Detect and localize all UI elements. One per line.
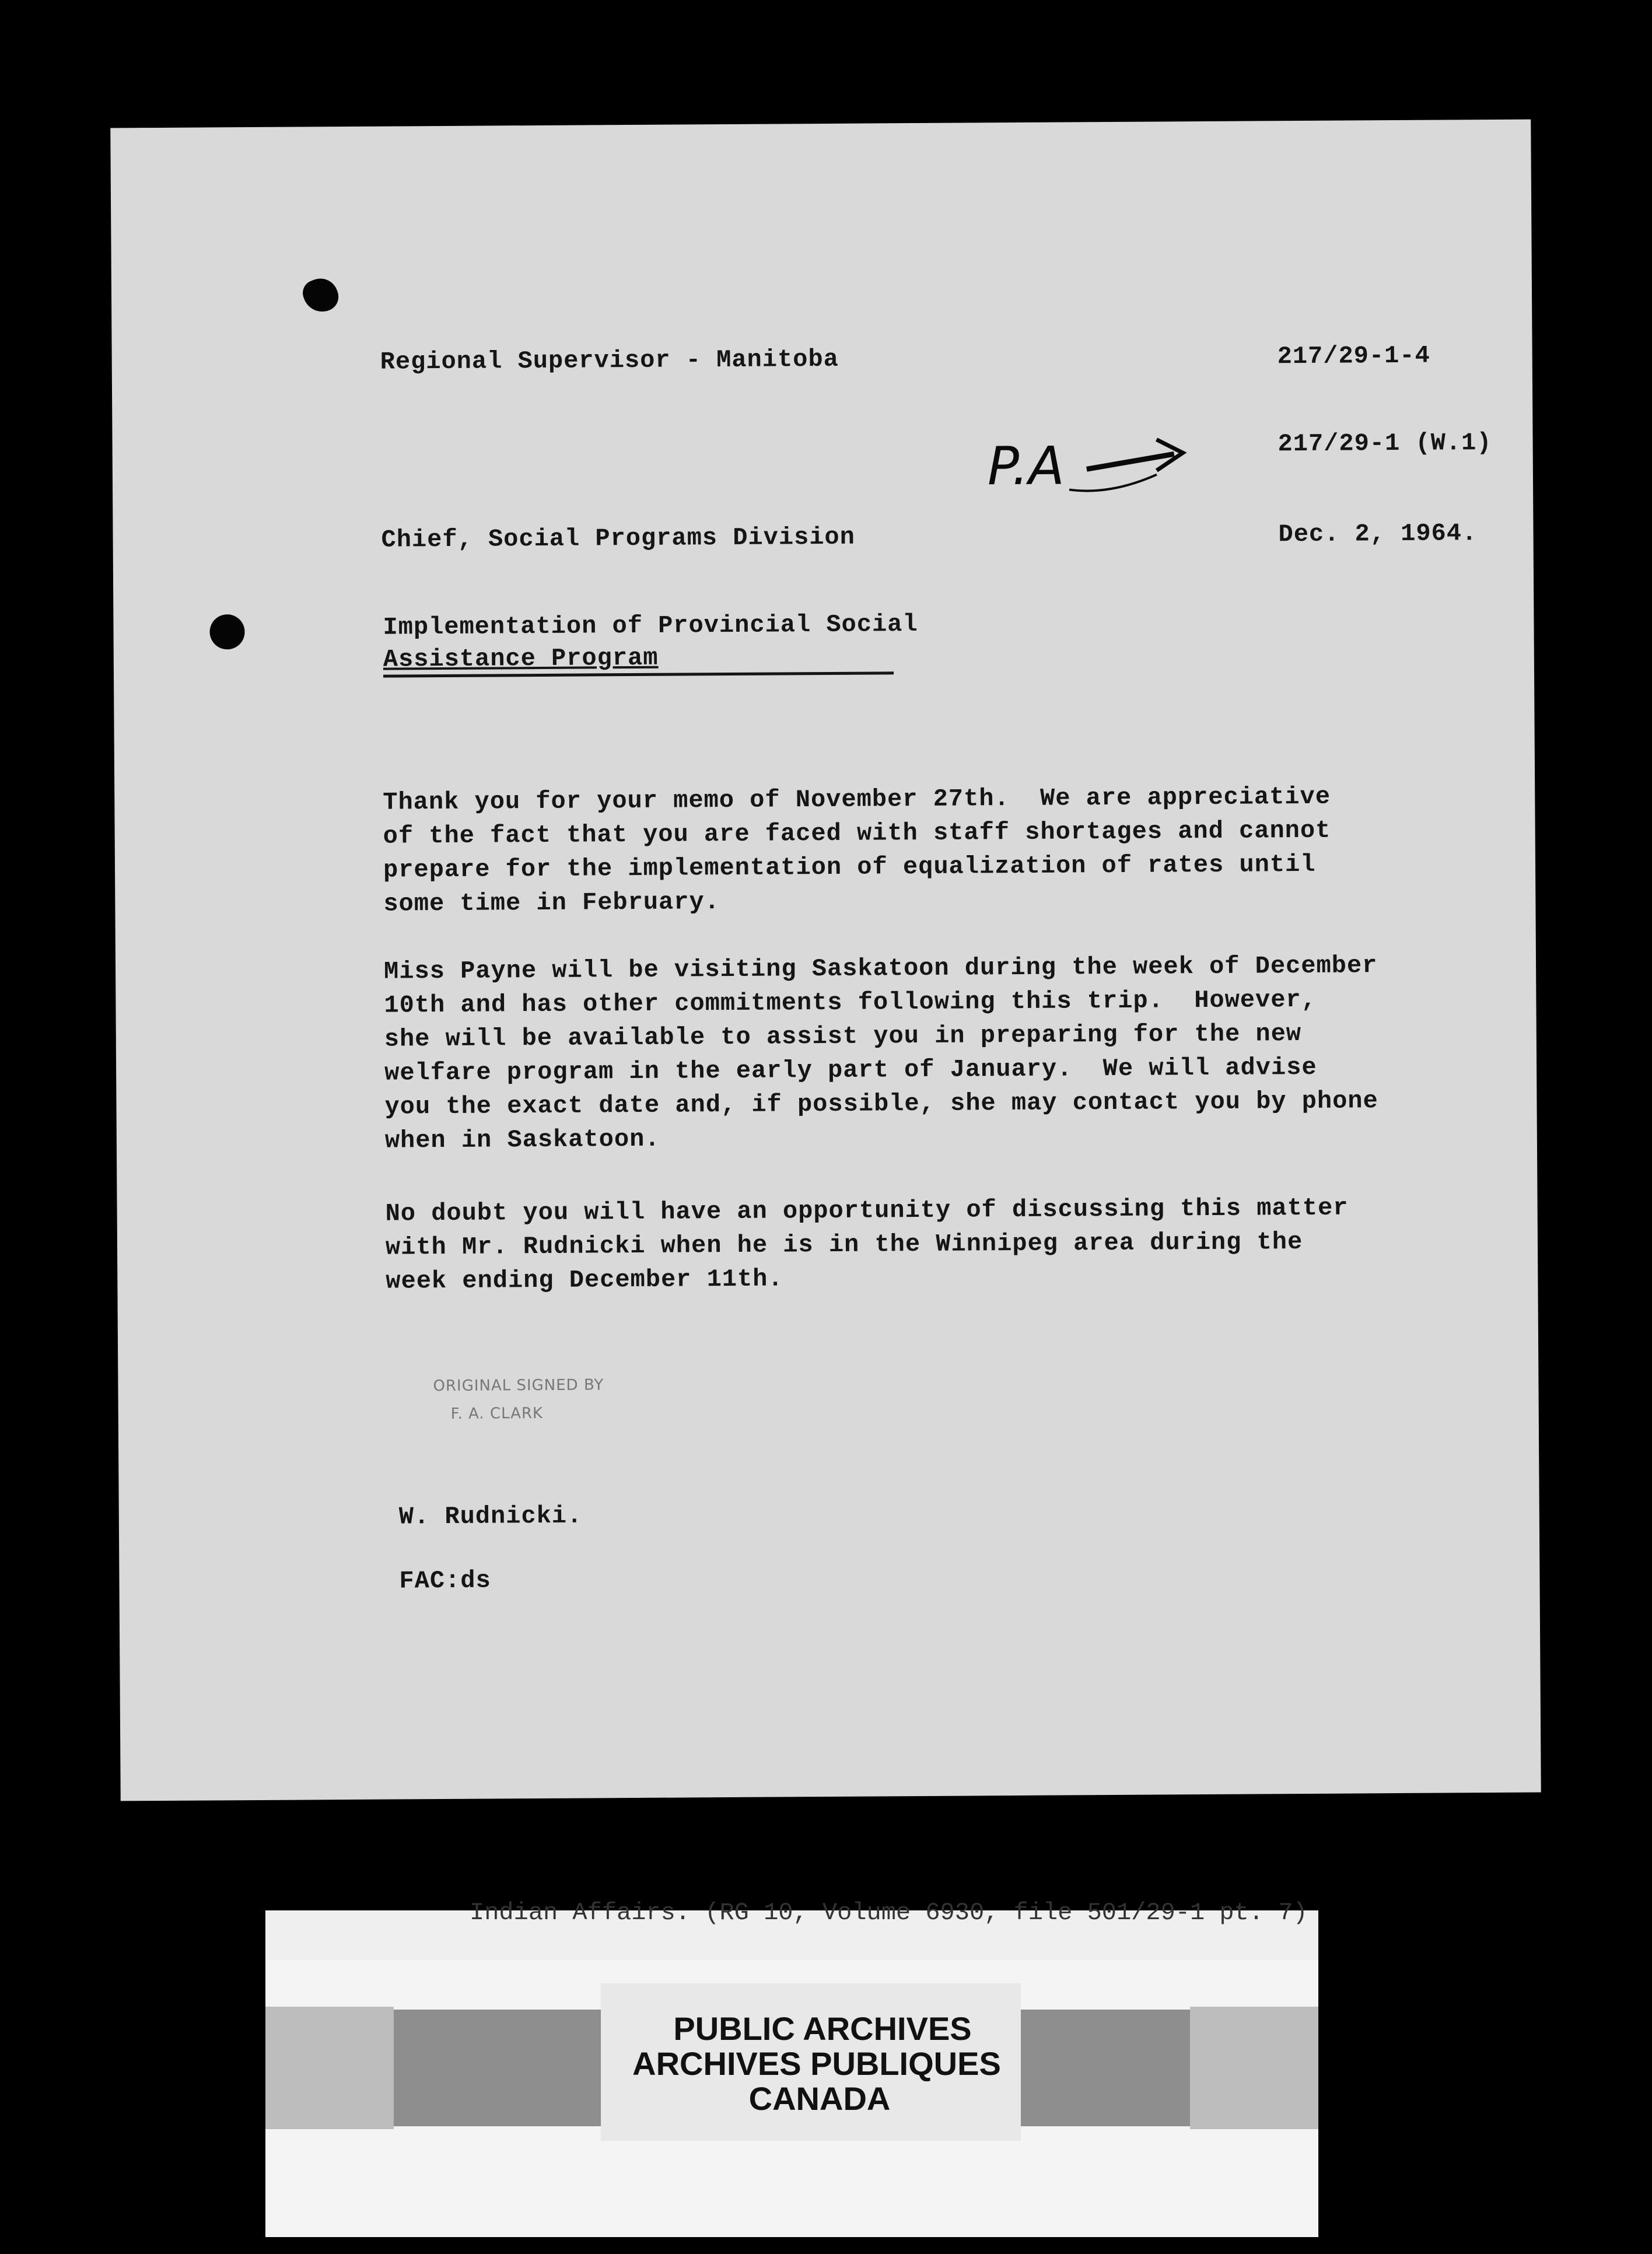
subject-line-2: Assistance Program [383, 643, 659, 674]
signature-stamp-line-1: ORIGINAL SIGNED BY [433, 1376, 604, 1395]
carbon-copy: W. Rudnicki. [398, 1502, 583, 1531]
file-reference-1: 217/29-1-4 [1277, 341, 1430, 371]
signature-stamp-line-2: F. A. CLARK [450, 1404, 544, 1423]
archives-line-1: PUBLIC ARCHIVES [673, 2010, 972, 2047]
ribbon-fold-left [265, 2007, 394, 2129]
archives-line-3: CANADA [748, 2080, 891, 2117]
typist-initials: FAC:ds [399, 1566, 491, 1595]
handwritten-annotation [981, 412, 1332, 531]
memo-date: Dec. 2, 1964. [1278, 519, 1478, 549]
paragraph-3: No doubt you will have an opportunity of discussing this matter with Mr. Rudnicki when he is in the Winnipeg area during the week ending December 11th. [385, 1194, 1349, 1296]
memo-page [110, 120, 1541, 1801]
file-reference-2: 217/29-1 (W.1) [1278, 429, 1492, 459]
svg-text:P.A: P.A [987, 435, 1065, 498]
archives-line-2: ARCHIVES PUBLIQUES [632, 2045, 1001, 2082]
memo-to: Regional Supervisor - Manitoba [380, 345, 839, 376]
punch-hole [209, 614, 244, 649]
subject-line-1: Implementation of Provincial Social [383, 610, 918, 642]
ribbon-fold-right [1190, 2007, 1318, 2129]
archive-citation: Indian Affairs. (RG 10, Volume 6930, file 501/29-1 pt. 7) [470, 1899, 1308, 1927]
paragraph-2: Miss Payne will be visiting Saskatoon during the week of December 10th and has other commitments following this trip. However, she will be available to assist you in preparing for the new welfare program in the early part of January. We will advise you the exact date and, if possible, she may contact you by phone when in Saskatoon. [383, 951, 1378, 1155]
paragraph-1: Thank you for your memo of November 27th. We are appreciative of the fact that you are faced with staff shortages and cannot prepare for the implementation of equalization of rates until some time in February. [383, 782, 1331, 918]
memo-from: Chief, Social Programs Division [381, 523, 856, 554]
ink-blot [299, 274, 343, 317]
